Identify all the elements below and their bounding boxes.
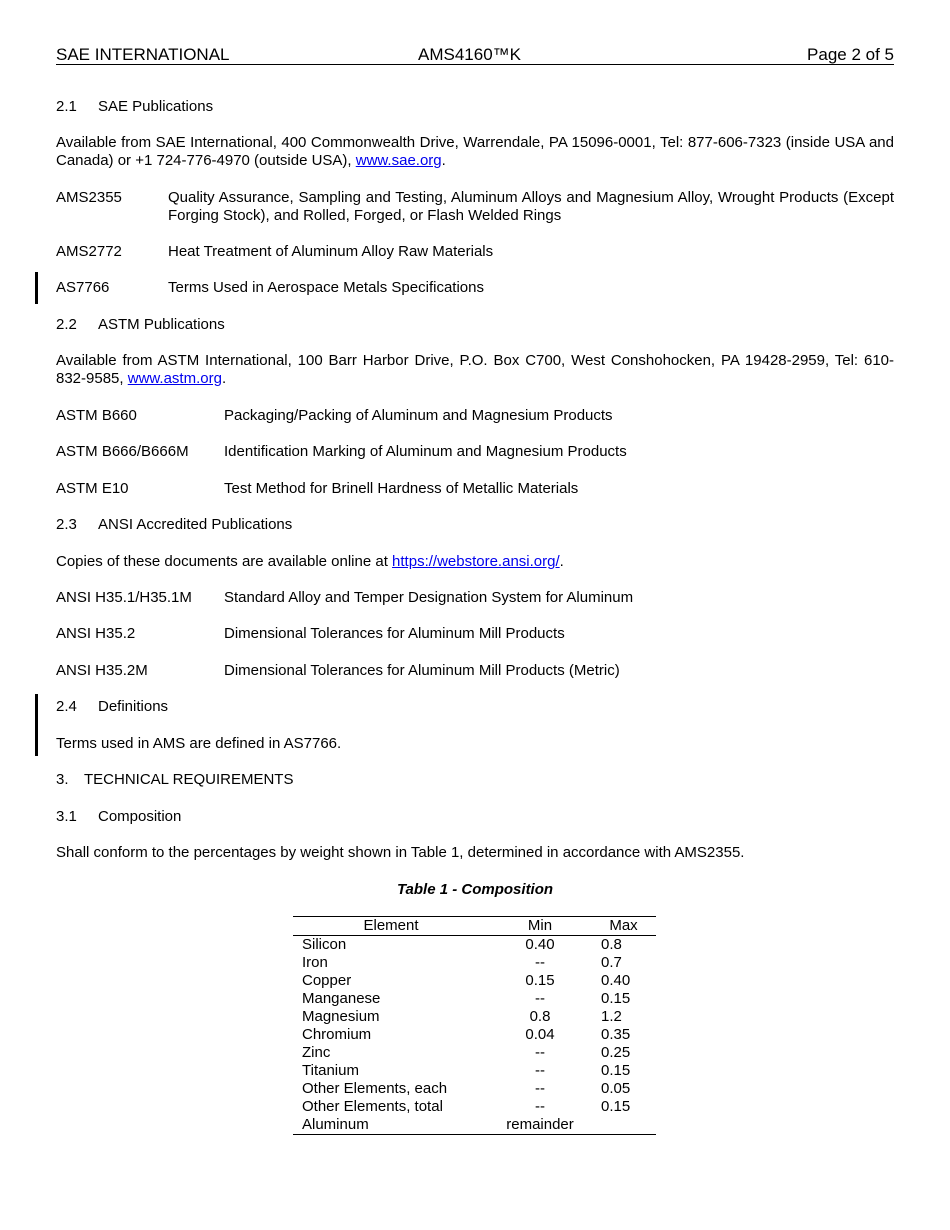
composition-paragraph: Shall conform to the percentages by weight shown in Table 1, determined in accordance with AMS2355. <box>56 844 745 861</box>
section-heading-3-1: 3.1 Composition <box>56 808 182 825</box>
element-cell: Aluminum <box>293 1116 489 1135</box>
table-row <box>293 1008 656 1026</box>
max-cell: 0.15 <box>601 990 631 1007</box>
reference-description: Dimensional Tolerances for Aluminum Mill Products (Metric) <box>224 662 620 679</box>
section-heading-2-3: 2.3 ANSI Accredited Publications <box>56 516 293 533</box>
element-cell: Copper <box>302 972 352 989</box>
table-row <box>293 1098 656 1116</box>
min-cell: -- <box>535 1044 545 1061</box>
reference-code: ANSI H35.1/H35.1M <box>56 589 192 606</box>
table-row <box>293 1026 656 1044</box>
max-cell: 0.35 <box>601 1026 631 1043</box>
element-cell: Manganese <box>302 990 381 1007</box>
column-header-max: Max <box>591 917 656 936</box>
table-caption: Table 1 - Composition <box>396 881 554 898</box>
header-doc-id: AMS4160™K <box>418 45 521 64</box>
sae-availability-paragraph: Available from SAE International, 400 Commonwealth Drive, Warrendale, PA 15096-0001, Tel: 877-606-7323 (inside USA and Canada) or +1 724-776-4970 (outside USA), www.sae.org. <box>56 134 894 169</box>
reference-code: AMS2772 <box>56 243 122 260</box>
max-cell: 0.40 <box>601 972 631 989</box>
revision-bar <box>35 272 38 304</box>
min-cell: -- <box>535 1098 545 1115</box>
min-cell: 0.40 <box>525 936 555 953</box>
min-cell: -- <box>535 990 545 1007</box>
composition-table <box>293 916 656 1135</box>
section-heading-2-2: 2.2 ASTM Publications <box>56 316 225 333</box>
min-cell: -- <box>535 954 545 971</box>
table-row <box>293 972 656 990</box>
element-cell: Magnesium <box>302 1008 380 1025</box>
sae-link[interactable]: www.sae.org <box>355 152 442 169</box>
min-cell: -- <box>535 1062 545 1079</box>
max-cell: 0.15 <box>601 1062 631 1079</box>
header-page-number: Page 2 of 5 <box>807 45 894 64</box>
max-cell: 0.8 <box>601 936 622 953</box>
max-cell: 1.2 <box>601 1008 622 1025</box>
astm-availability-paragraph: Available from ASTM International, 100 Barr Harbor Drive, P.O. Box C700, West Conshohocken, PA 19428-2959, Tel: 610-832-9585, www.astm.org. <box>56 352 894 387</box>
table-row <box>293 954 656 972</box>
element-cell: Iron <box>302 954 328 971</box>
element-cell: Titanium <box>302 1062 359 1079</box>
reference-code: AS7766 <box>56 279 110 296</box>
table-row <box>293 990 656 1008</box>
element-cell: Chromium <box>302 1026 372 1043</box>
max-cell <box>591 1116 656 1135</box>
min-cell: remainder <box>489 1116 591 1135</box>
reference-row <box>56 189 894 225</box>
element-cell: Zinc <box>302 1044 331 1061</box>
reference-description: Packaging/Packing of Aluminum and Magnesium Products <box>224 407 613 424</box>
ansi-availability-paragraph: Copies of these documents are available online at https://webstore.ansi.org/. <box>56 553 564 570</box>
max-cell: 0.25 <box>601 1044 631 1061</box>
table-row <box>293 1116 656 1135</box>
reference-code: ANSI H35.2 <box>56 625 136 642</box>
min-cell: -- <box>535 1080 545 1097</box>
max-cell: 0.7 <box>601 954 622 971</box>
min-cell: 0.04 <box>525 1026 555 1043</box>
ansi-link[interactable]: https://webstore.ansi.org/ <box>392 553 560 570</box>
reference-description: Identification Marking of Aluminum and Magnesium Products <box>224 443 627 460</box>
element-cell: Other Elements, total <box>302 1098 443 1115</box>
reference-code: AMS2355 <box>56 189 122 206</box>
reference-description: Heat Treatment of Aluminum Alloy Raw Materials <box>168 243 494 260</box>
definitions-paragraph: Terms used in AMS are defined in AS7766. <box>56 735 342 752</box>
astm-link[interactable]: www.astm.org <box>127 370 222 387</box>
reference-code: ASTM E10 <box>56 480 129 497</box>
min-cell: 0.8 <box>529 1008 551 1025</box>
reference-description: Dimensional Tolerances for Aluminum Mill Products <box>224 625 565 642</box>
reference-code: ANSI H35.2M <box>56 662 148 679</box>
section-heading-2-1: 2.1 SAE Publications <box>56 98 214 115</box>
reference-code: ASTM B666/B666M <box>56 443 189 460</box>
table-row <box>293 936 656 955</box>
revision-bar <box>35 694 38 756</box>
column-header-element: Element <box>293 917 489 936</box>
reference-description: Quality Assurance, Sampling and Testing, Aluminum Alloys and Magnesium Alloy, Wrought Products (Except Forging Stock), and Rolled, Forged, or Flash Welded Rings <box>168 189 894 224</box>
table-row <box>293 1080 656 1098</box>
max-cell: 0.05 <box>601 1080 631 1097</box>
reference-description: Terms Used in Aerospace Metals Specifications <box>168 279 484 296</box>
section-heading-3: 3. TECHNICAL REQUIREMENTS <box>56 771 294 788</box>
max-cell: 0.15 <box>601 1098 631 1115</box>
section-heading-2-4: 2.4 Definitions <box>56 698 169 715</box>
table-row <box>293 1062 656 1080</box>
reference-description: Standard Alloy and Temper Designation System for Aluminum <box>224 589 634 606</box>
min-cell: 0.15 <box>525 972 555 989</box>
table-row <box>293 1044 656 1062</box>
header-org: SAE INTERNATIONAL <box>56 45 230 64</box>
reference-code: ASTM B660 <box>56 407 137 424</box>
column-header-min: Min <box>489 917 591 936</box>
page-header <box>56 45 894 65</box>
element-cell: Silicon <box>302 936 347 953</box>
table-header-row <box>293 917 656 936</box>
element-cell: Other Elements, each <box>302 1080 448 1097</box>
reference-description: Test Method for Brinell Hardness of Metallic Materials <box>224 480 579 497</box>
